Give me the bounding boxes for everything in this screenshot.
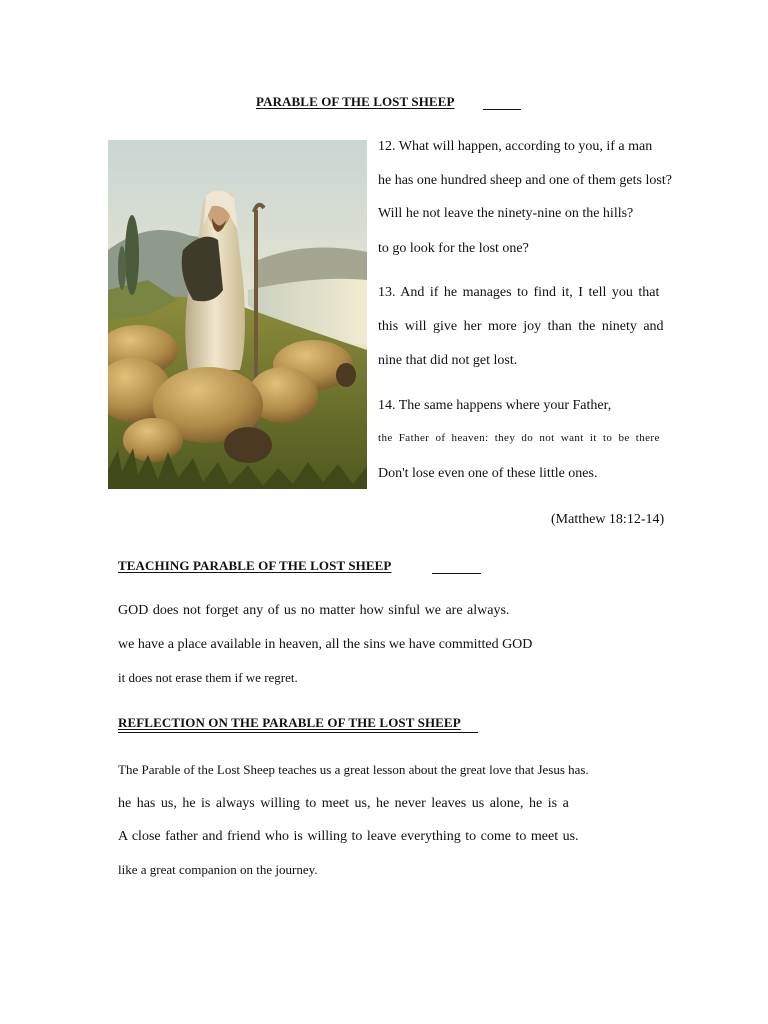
verse-line: 14. The same happens where your Father, bbox=[378, 398, 612, 413]
title-underline-extension bbox=[483, 109, 521, 110]
reflection-line: A close father and friend who is willing to leave everything to come to meet us. bbox=[118, 829, 579, 844]
page-title: PARABLE OF THE LOST SHEEP bbox=[256, 94, 455, 109]
verse-line: nine that did not get lost. bbox=[378, 353, 518, 368]
verse-line: Don't lose even one of these little ones. bbox=[378, 466, 598, 481]
scripture-citation: (Matthew 18:12-14) bbox=[551, 512, 665, 527]
teaching-line: we have a place available in heaven, all the sins we have committed GOD bbox=[118, 637, 533, 652]
reflection-line: he has us, he is always willing to meet us, he never leaves us alone, he is a bbox=[118, 796, 569, 811]
verse-line: he has one hundred sheep and one of them gets lost? bbox=[378, 173, 672, 188]
teaching-heading: TEACHING PARABLE OF THE LOST SHEEP bbox=[118, 558, 392, 573]
verse-line: 13. And if he manages to find it, I tell you that bbox=[378, 285, 660, 300]
verse-line: Will he not leave the ninety-nine on the hills? bbox=[378, 206, 634, 221]
reflection-heading-underline bbox=[118, 732, 478, 733]
reflection-heading: REFLECTION ON THE PARABLE OF THE LOST SHEEP bbox=[118, 715, 461, 730]
teaching-line: it does not erase them if we regret. bbox=[118, 670, 298, 685]
verse-line: to go look for the lost one? bbox=[378, 241, 529, 256]
verse-line: 12. What will happen, according to you, if a man bbox=[378, 139, 653, 154]
verse-line: the Father of heaven: they do not want it to be there bbox=[378, 432, 660, 444]
shepherd-illustration bbox=[108, 140, 367, 489]
reflection-line: like a great companion on the journey. bbox=[118, 862, 318, 877]
verse-line: this will give her more joy than the ninety and bbox=[378, 319, 664, 334]
teaching-line: GOD does not forget any of us no matter how sinful we are always. bbox=[118, 603, 510, 618]
teaching-heading-underline-extension bbox=[432, 573, 481, 574]
reflection-line: The Parable of the Lost Sheep teaches us a great lesson about the great love that Jesus has. bbox=[118, 762, 589, 777]
